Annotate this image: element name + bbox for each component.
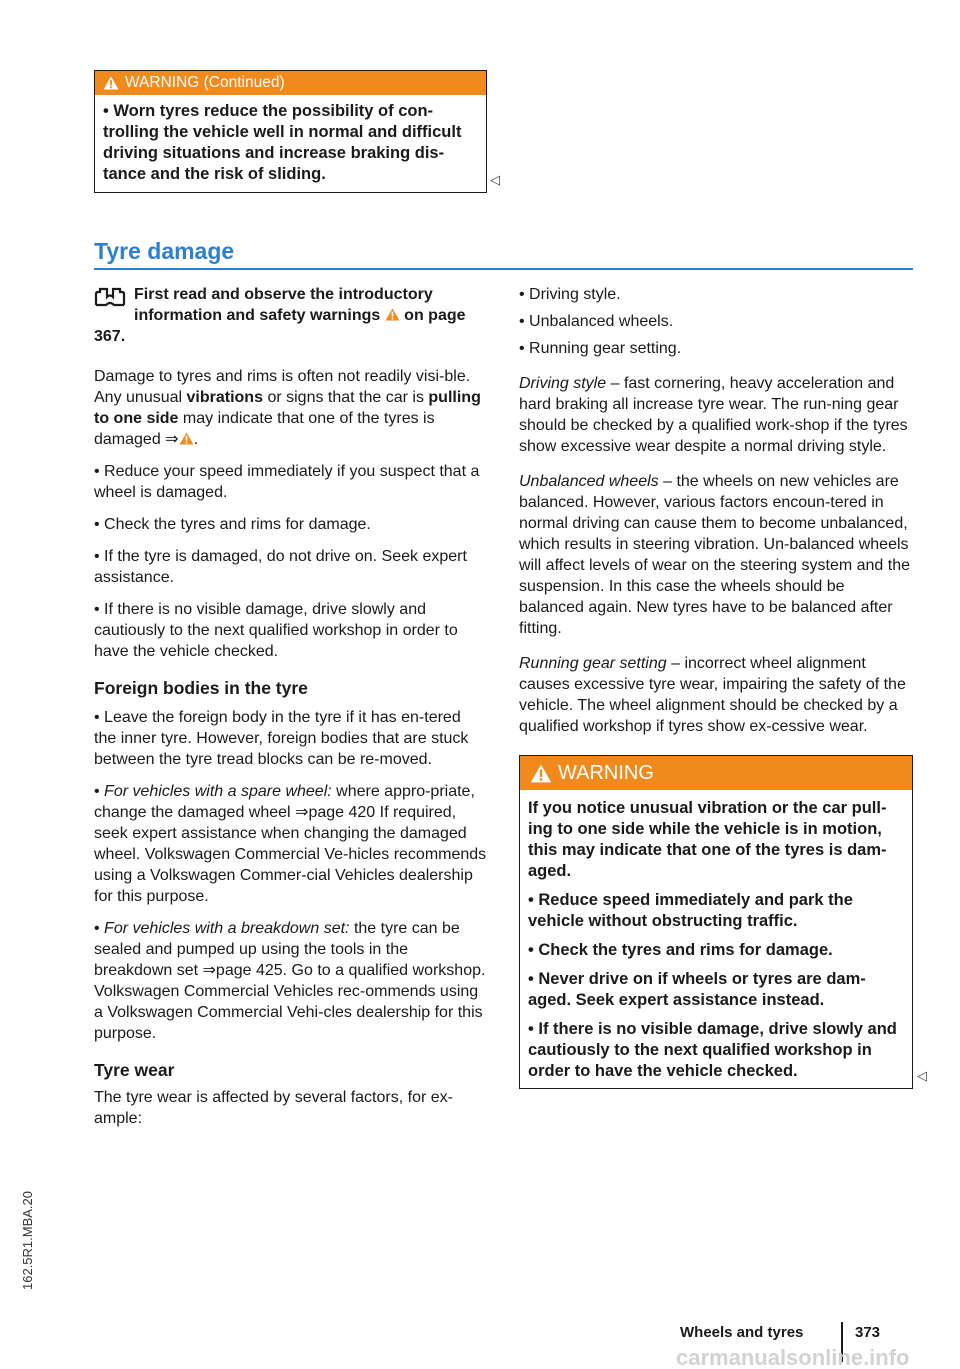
top-warning-box (94, 70, 487, 193)
end-marker: ◁ (917, 1068, 927, 1083)
damage-paragraph: Damage to tyres and rims is often not readily visi-ble. Any unusual vibrations or signs that the car is pulling to one side may indicate that one of the tyres is damaged ⇒ . (94, 368, 481, 448)
watermark: carmanualsonline.info (676, 1345, 910, 1369)
tyre-wear-text: The tyre wear is affected by several factors, for ex-ample: (94, 1089, 453, 1127)
item-text: where appro-priate, change the damaged wheel ⇒page 420 If required, seek expert assistance when changing the damaged wheel. Volkswagen Commercial Ve-hicles recommends using a Volkswagen Commer-cial Vehicles dealership for this purpose. (94, 783, 487, 905)
left-column (94, 70, 487, 193)
top-warning-header (95, 71, 486, 95)
para-text: Damage to tyres and rims is often not readily visi-ble. Any unusual (94, 368, 471, 406)
warning-triangle-icon (103, 76, 119, 90)
warning-item: • Check the tyres and rims for damage. (528, 941, 833, 959)
para-label: Running gear setting (519, 655, 667, 672)
warning-item: • Never drive on if wheels or tyres are dam-aged. Seek expert assistance instead. (528, 970, 866, 1009)
list-item: • Leave the foreign body in the tyre if it has en-tered the inner tyre. However, foreign bodies that are stuck between the tyre tread blocks can be re-moved. (94, 709, 469, 768)
warning-triangle-icon (385, 308, 400, 321)
warning-triangle-icon (530, 764, 552, 783)
intro-note (94, 284, 487, 347)
list-item: • If the tyre is damaged, do not drive on. Seek expert assistance. (94, 548, 467, 586)
left-column-body (94, 284, 487, 1129)
bottom-warning-title: WARNING (558, 761, 654, 784)
para-bold: vibrations (186, 389, 263, 406)
section-rule (94, 268, 913, 270)
list-item: • If there is no visible damage, drive slowly and cautiously to the next qualified workshop in order to have the vehicle checked. (94, 601, 458, 660)
footer-page-number: 373 (855, 1324, 881, 1341)
foreign-bodies-heading: Foreign bodies in the tyre (94, 678, 308, 698)
list-item: • Driving style. (519, 286, 621, 303)
list-item: • For vehicles with a breakdown set: the tyre can be sealed and pumped up using the tools in the breakdown set ⇒page 425. Go to a qualified workshop. Volkswagen Commercial Vehicles rec-ommends using a Volkswagen Commercial Vehi-cles dealership for this purpose. (94, 920, 486, 1042)
bottom-warning-header (520, 756, 912, 790)
tyre-wear-heading: Tyre wear (94, 1060, 175, 1080)
intro-text-b: on page 367. (94, 307, 466, 345)
bottom-warning-body (520, 790, 912, 1088)
top-warning-body (95, 95, 486, 192)
bottom-warning-box (519, 755, 913, 1089)
para-text: – the wheels on new vehicles are balanced. However, various factors encoun-tered in normal driving can cause them to become unbalanced, which results in steering vibration. Un-balanced wheels will affect levels of wear on the steering system and the suspension. In this case the wheels should be balanced again. New tyres have to be balanced after fitting. (519, 473, 911, 637)
end-marker: ◁ (490, 172, 500, 187)
para-text: – fast cornering, heavy acceleration and hard braking all increase tyre wear. The run-ning gear should be checked by a qualified work-shop if the tyres show excessive wear despite a normal driving style. (519, 375, 908, 455)
item-label: For vehicles with a spare wheel: (104, 783, 332, 800)
para-label: Unbalanced wheels (519, 473, 659, 490)
unbalanced-wheels-paragraph (519, 471, 913, 639)
section-title: Tyre damage (94, 238, 235, 264)
list-item: • For vehicles with a spare wheel: where appro-priate, change the damaged wheel ⇒page 420 If required, seek expert assistance when changing the damaged wheel. Volkswagen Commercial Ve-hicles recommends using a Volkswagen Commer-cial Vehicles dealership for this purpose. (94, 783, 487, 905)
para-text: – incorrect wheel alignment causes excessive tyre wear, impairing the safety of the vehicle. The wheel alignment should be checked by a qualified workshop if tyres show ex-cessive wear. (519, 655, 906, 735)
list-item: • Check the tyres and rims for damage. (94, 516, 371, 533)
para-text: may indicate that one of the tyres is damaged ⇒ (94, 410, 435, 448)
warning-item: • Reduce speed immediately and park the vehicle without obstructing traffic. (528, 891, 853, 930)
side-code (20, 1180, 40, 1290)
right-column (519, 284, 913, 1089)
driving-style-paragraph (519, 373, 913, 457)
side-code-text: 162.5R1.MBA.20 (20, 1190, 35, 1290)
running-gear-paragraph (519, 653, 913, 737)
para-label: Driving style (519, 375, 607, 392)
item-label: For vehicles with a breakdown set: (104, 920, 350, 937)
warning-item: If you notice unusual vibration or the car pull-ing to one side while the vehicle is in motion, this may indicate that one of the tyres is dam-aged. (528, 799, 887, 880)
para-text: or signs that the car is (267, 389, 424, 406)
warning-item: • If there is no visible damage, drive slowly and cautiously to the next qualified workshop in order to have the vehicle checked. (528, 1020, 897, 1080)
list-item: • Unbalanced wheels. (519, 313, 674, 330)
book-icon (94, 287, 126, 307)
warning-triangle-icon (179, 432, 194, 445)
intro-text-a: First read and observe the introductory information and safety warnings (134, 286, 433, 324)
item-text: the tyre can be sealed and pumped up using the tools in the breakdown set ⇒page 425. Go to a qualified workshop. Volkswagen Commercial Vehicles rec-ommends using a Volkswagen Commercial Vehi-cles dealership for this purpose. (94, 920, 486, 1042)
footer-section-name: Wheels and tyres (680, 1324, 804, 1341)
list-item: • Running gear setting. (519, 340, 682, 357)
top-warning-title: WARNING (Continued) (125, 74, 285, 91)
para-bold: pulling to one side (94, 389, 481, 427)
list-item: • Reduce your speed immediately if you suspect that a wheel is damaged. (94, 463, 480, 501)
top-warning-item: • Worn tyres reduce the possibility of con-trolling the vehicle well in normal and difficult driving situations and increase braking dis-tance and the risk of sliding. (103, 102, 462, 183)
